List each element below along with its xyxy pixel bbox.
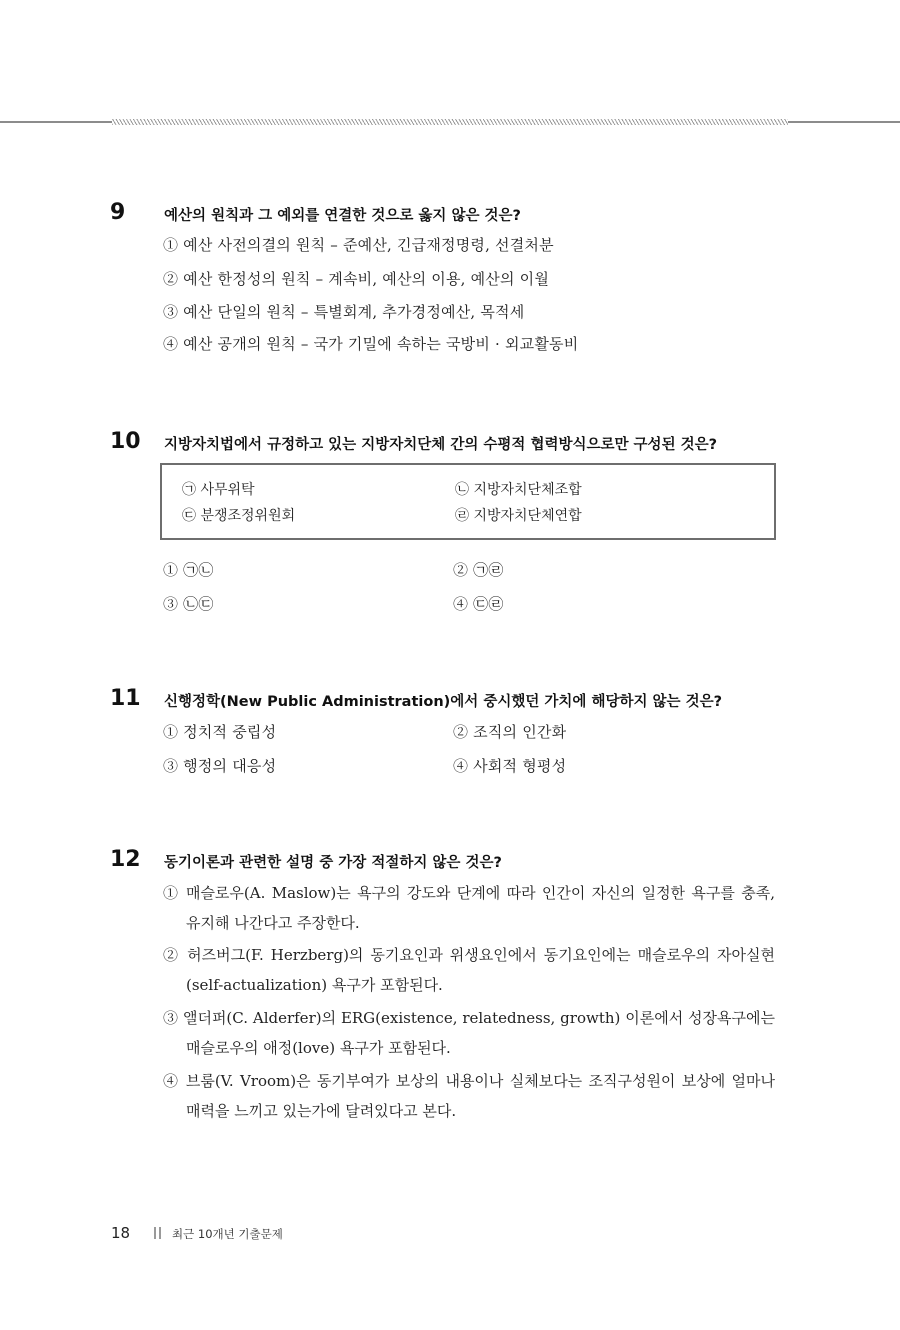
q11-option-1[interactable]: ① 정치적 중립성 [163, 723, 277, 741]
box-item-b: ㉡ 지방자치단체조합 [455, 482, 582, 498]
box-item-a: ㉠ 사무위탁 [182, 482, 255, 498]
q12-option-1[interactable]: ① 매슬로우(A. Maslow)는 욕구의 강도와 단계에 따라 인간이 자신의 일정한 욕구를 충족, 유지해 나간다고 주장한다. [163, 884, 775, 932]
header-rule-right [788, 121, 900, 123]
q12-option-4[interactable]: ④ 브룸(V. Vroom)은 동기부여가 보상의 내용이나 실체보다는 조직구성원이 보상에 얼마나 매력을 느끼고 있는가에 달려있다고 본다. [163, 1072, 775, 1120]
q10-option-3[interactable]: ③ ㉡㉢ [163, 595, 214, 613]
footer-divider [154, 1227, 156, 1239]
q11-option-2[interactable]: ② 조직의 인간화 [453, 723, 567, 741]
q11-option-3[interactable]: ③ 행정의 대응성 [163, 757, 277, 775]
question-number: 9 [110, 200, 126, 225]
question-text: 예산의 원칙과 그 예외를 연결한 것으로 옳지 않은 것은? [164, 208, 521, 224]
section-title: 최근 10개년 기출문제 [172, 1227, 283, 1241]
box-item-d: ㉣ 지방자치단체연합 [455, 508, 582, 524]
q9-option-2[interactable]: ② 예산 한정성의 원칙 – 계속비, 예산의 이용, 예산의 이월 [163, 270, 550, 288]
header-rule-hatched [112, 119, 788, 125]
q11-option-4[interactable]: ④ 사회적 형평성 [453, 757, 567, 775]
question-text: 지방자치법에서 규정하고 있는 지방자치단체 간의 수평적 협력방식으로만 구성된 것은? [164, 437, 718, 453]
question-text: 신행정학(New Public Administration)에서 중시했던 가치에 해당하지 않는 것은? [164, 694, 723, 710]
page-number: 18 [111, 1224, 131, 1242]
q10-option-1[interactable]: ① ㉠㉡ [163, 561, 214, 579]
question-number: 11 [110, 686, 141, 711]
box-item-c: ㉢ 분쟁조정위원회 [182, 508, 296, 524]
choice-box [160, 463, 776, 540]
q9-option-3[interactable]: ③ 예산 단일의 원칙 – 특별회계, 추가경정예산, 목적세 [163, 303, 525, 321]
q9-option-4[interactable]: ④ 예산 공개의 원칙 – 국가 기밀에 속하는 국방비 · 외교활동비 [163, 335, 579, 353]
question-text: 동기이론과 관련한 설명 중 가장 적절하지 않은 것은? [164, 855, 502, 871]
question-number: 12 [110, 847, 141, 872]
header-rule-left [0, 121, 112, 123]
q10-option-4[interactable]: ④ ㉢㉣ [453, 595, 504, 613]
footer-divider [159, 1227, 161, 1239]
q12-option-2[interactable]: ② 허즈버그(F. Herzberg)의 동기요인과 위생요인에서 동기요인에는 매슬로우의 자아실현(self-actualization) 욕구가 포함된다. [163, 946, 775, 994]
question-number: 10 [110, 429, 141, 454]
q12-option-3[interactable]: ③ 앨더퍼(C. Alderfer)의 ERG(existence, relatedness, growth) 이론에서 성장욕구에는 매슬로우의 애정(love) 욕구가 포함된다. [163, 1009, 775, 1057]
q10-option-2[interactable]: ② ㉠㉣ [453, 561, 504, 579]
q9-option-1[interactable]: ① 예산 사전의결의 원칙 – 준예산, 긴급재정명령, 선결처분 [163, 236, 554, 254]
